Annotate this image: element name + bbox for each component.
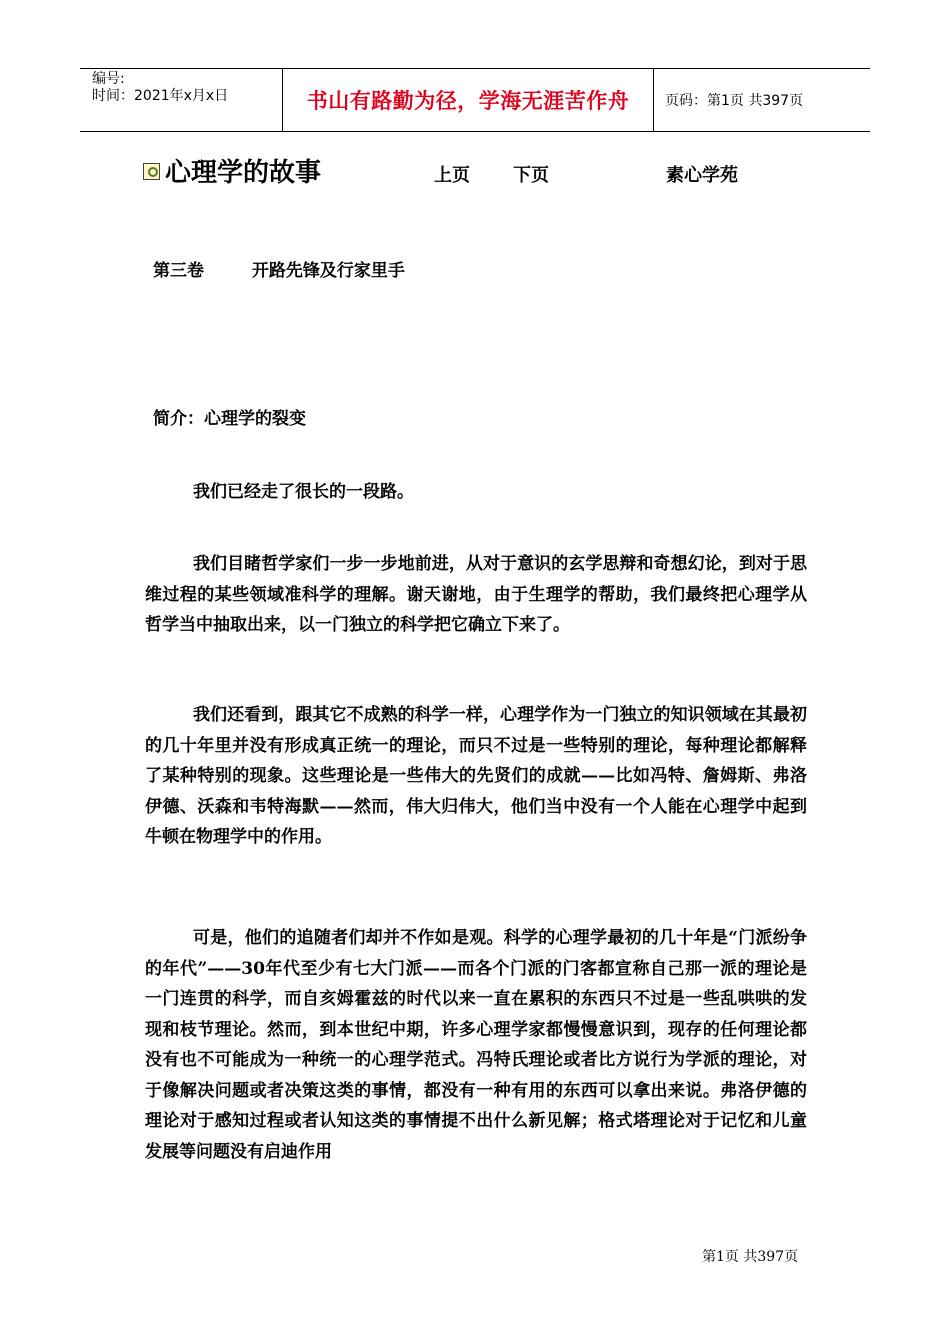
paragraph: 我们已经走了很长的一段路。 — [193, 482, 414, 502]
prev-page-link[interactable]: 上页 — [434, 165, 470, 186]
paragraph: 可是，他们的追随者们却并不作如是观。科学的心理学最初的几十年是“门派纷争的年代”——30年代至少有七大门派——而各个门派的门客都宣称自己那一派的理论是一门连贯的科学，而自亥姆霍兹的时代以来一直在累积的东西只不过是一些乱哄哄的发现和枝节理论。然而，到本世纪中期，许多心理学家都慢慢意识到，现存的任何理论都没有也不可能成为一种统一的心理学范式。冯特氏理论或者比方说行为学派的理论，对于像解决问题或者决策这类的事情，都没有一种有用的东西可以拿出来说。弗洛伊德的理论对于感知过程或者认知这类的事情提不出什么新见解；格式塔理论对于记忆和儿童发展等问题没有启迪作用 — [145, 928, 807, 1162]
page-footer: 第1页 共397页 — [702, 1249, 799, 1265]
book-icon — [143, 163, 160, 180]
page-header — [80, 68, 870, 132]
header-motto: 书山有路勤为径，学海无涯苦作舟 — [306, 88, 630, 113]
volume-heading — [153, 256, 405, 281]
paragraph: 我们还看到，跟其它不成熟的科学一样，心理学作为一门独立的知识领域在其最初的几十年里并没有形成真正统一的理论，而只不过是一些特别的理论，每种理论都解释了某种特别的现象。这些理论是一些伟大的先贤们的成就——比如冯特、詹姆斯、弗洛伊德、沃森和韦特海默——然而，伟大归伟大，他们当中没有一个人能在心理学中起到牛顿在物理学中的作用。 — [145, 705, 807, 847]
paragraph: 我们目睹哲学家们一步一步地前进，从对于意识的玄学思辩和奇想幻论，到对于思维过程的某些领域准科学的理解。谢天谢地，由于生理学的帮助，我们最终把心理学从哲学当中抽取出来，以一门独立的科学把它确立下来了。 — [145, 554, 807, 635]
next-page-link[interactable]: 下页 — [513, 165, 549, 186]
volume-number: 第三卷 — [153, 261, 204, 281]
header-page-info: 页码：第1页 共397页 — [665, 93, 804, 109]
header-meta — [92, 71, 287, 129]
code-label: 编号: — [92, 71, 125, 87]
book-title: 心理学的故事 — [165, 158, 322, 188]
time-label: 时间：2021年x月x日 — [92, 88, 229, 104]
intro-heading: 简介：心理学的裂变 — [153, 409, 306, 429]
volume-title: 开路先锋及行家里手 — [251, 261, 405, 281]
site-link[interactable]: 素心学苑 — [666, 165, 738, 186]
title-bar — [143, 150, 843, 190]
header-divider — [653, 69, 654, 131]
